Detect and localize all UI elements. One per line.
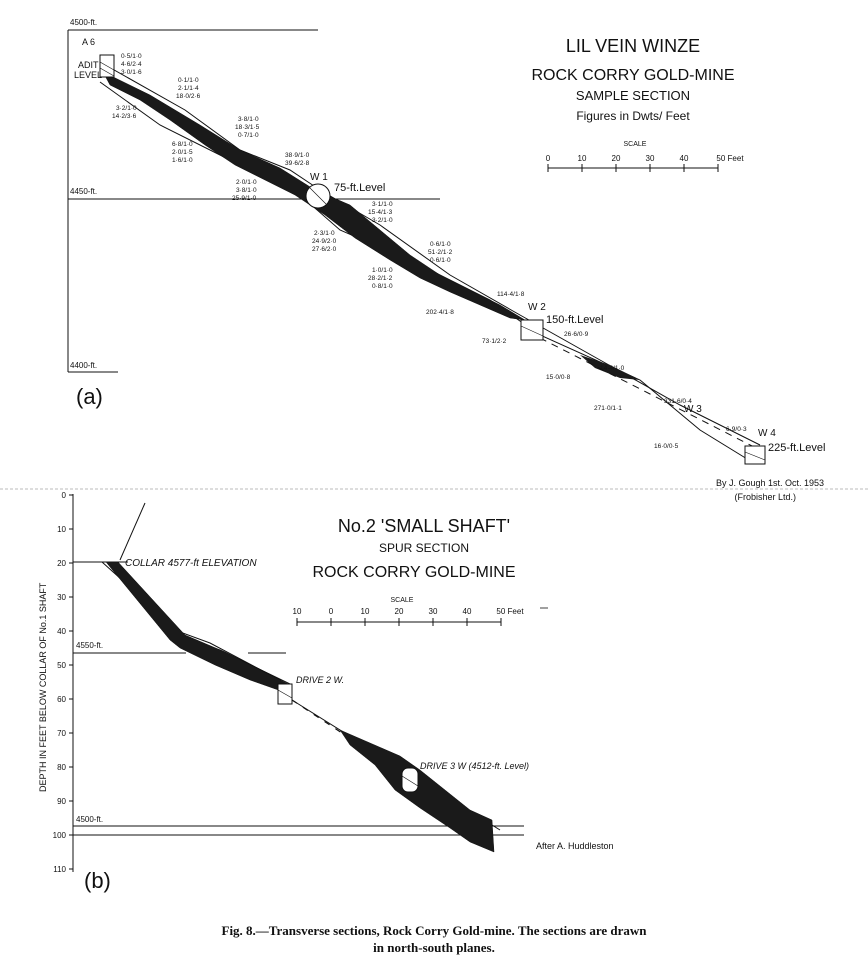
title-b-line-3: ROCK CORRY GOLD-MINE: [312, 564, 516, 581]
scale-a-tick-1: 10: [577, 154, 587, 163]
sample-0-0: 0·5/1·0: [121, 53, 142, 60]
sample-10-2: 0·8/1·0: [372, 283, 393, 290]
shaft-outline-lower: [116, 562, 290, 684]
sample-18-0: 271·0/1·1: [594, 405, 622, 412]
sample-3-0: 3·8/1·0: [238, 116, 259, 123]
sample-1-2: 18·0/2·6: [176, 93, 201, 100]
elevation-label-4500: 4500-ft.: [70, 18, 98, 27]
sample-13-0: 26·6/0·9: [564, 331, 589, 338]
scale-b-ticks: [293, 607, 525, 616]
caption-line-2: in north-south planes.: [373, 940, 495, 955]
ore-body-lower-b: [340, 730, 494, 852]
label-w1: W 1: [310, 172, 328, 183]
scale-b-tick-6: 50 Feet: [496, 607, 524, 616]
label-75ft-level: 75-ft.Level: [334, 182, 386, 194]
sample-7-0: 3·1/1·0: [372, 201, 393, 208]
scale-b-tick-4: 30: [428, 607, 438, 616]
sample-4-0: 6·8/1·0: [172, 141, 193, 148]
depth-tick-20: 20: [57, 559, 66, 568]
sample-7-1: 15·4/1·3: [368, 209, 393, 216]
sample-19-0: 6·9/0·3: [726, 426, 747, 433]
credit-a-line-2: (Frobisher Ltd.): [734, 492, 796, 502]
depth-tick-50: 50: [57, 661, 66, 670]
title-a-line-4: Figures in Dwts/ Feet: [576, 109, 690, 123]
label-w4: W 4: [758, 428, 776, 439]
station-w4: [745, 446, 765, 464]
depth-tick-90: 90: [57, 797, 66, 806]
sample-9-1: 51·2/1·2: [428, 249, 453, 256]
depth-axis-ticks: [53, 491, 67, 874]
sample-15-0: 14·4/1·0: [600, 365, 625, 372]
label-adit: ADIT: [78, 60, 99, 70]
sample-8-0: 2·3/1·0: [314, 230, 335, 237]
ore-body-upper-b: [106, 562, 290, 692]
title-a-line-1: LIL VEIN WINZE: [565, 36, 701, 56]
sample-9-2: 0·6/1·0: [430, 257, 451, 264]
sample-3-2: 0·7/1·0: [238, 132, 259, 139]
sample-1-1: 2·1/1·4: [178, 85, 199, 92]
depth-axis-tickmarks: [69, 495, 73, 869]
scale-b-tick-0: 10: [292, 607, 302, 616]
scale-b-tick-1: 0: [328, 607, 334, 616]
sample-6-2: 25·9/1·0: [232, 195, 257, 202]
label-level: LEVEL: [74, 70, 103, 80]
depth-tick-0: 0: [61, 491, 66, 500]
sample-3-1: 18·3/1·5: [235, 124, 260, 131]
depth-tick-100: 100: [52, 831, 66, 840]
elevation-label-4400: 4400-ft.: [70, 361, 98, 370]
title-b-line-1: No.2 'SMALL SHAFT': [337, 516, 511, 536]
scale-b-tick-2: 10: [360, 607, 370, 616]
label-150ft-level: 150-ft.Level: [546, 314, 604, 326]
depth-tick-60: 60: [57, 695, 66, 704]
scale-b-tick-5: 40: [462, 607, 472, 616]
drive-2w-label: DRIVE 2 W.: [296, 675, 345, 685]
sample-8-2: 27·6/2·0: [312, 246, 337, 253]
sample-11-0: 114·4/1·8: [497, 291, 525, 298]
scale-a-ticks: [546, 154, 745, 163]
title-b-line-2: SPUR SECTION: [378, 541, 470, 555]
depth-tick-30: 30: [57, 593, 66, 602]
sample-6-0: 2·0/1·0: [236, 179, 257, 186]
scale-b-tick-3: 20: [394, 607, 404, 616]
title-a-line-3: SAMPLE SECTION: [575, 88, 691, 103]
panel-a: [68, 18, 825, 502]
sample-16-0: 15·0/0·8: [546, 374, 571, 381]
label-w2: W 2: [528, 302, 546, 313]
sample-5-0: 38·9/1·0: [285, 152, 310, 159]
caption-line-1: Fig. 8.—Transverse sections, Rock Corry Gold-mine. The sections are drawn: [221, 923, 647, 938]
sample-10-1: 28·2/1·2: [368, 275, 393, 282]
elevation-label-4550: 4550-ft.: [76, 641, 104, 650]
sample-7-2: 3·2/1·0: [372, 217, 393, 224]
collar-pointer-line: [120, 503, 145, 560]
depth-tick-80: 80: [57, 763, 66, 772]
scale-a-tick-4: 40: [679, 154, 689, 163]
credit-a-line-1: By J. Gough 1st. Oct. 1953: [715, 478, 824, 488]
panel-b: [38, 491, 614, 893]
collar-label: COLLAR 4577-ft ELEVATION: [125, 558, 257, 569]
title-a-line-2: ROCK CORRY GOLD-MINE: [531, 67, 735, 84]
sample-0-1: 4·6/2·4: [121, 61, 142, 68]
sample-0-2: 3·0/1·6: [121, 69, 142, 76]
scale-a-tick-2: 20: [611, 154, 621, 163]
scale-a-tick-3: 30: [645, 154, 655, 163]
scale-a-tick-0: 0: [545, 154, 551, 163]
sample-20-0: 16·0/0·5: [654, 443, 679, 450]
sample-5-1: 39·6/2·8: [285, 160, 310, 167]
station-w2: [521, 320, 543, 340]
label-w3: W 3: [684, 404, 702, 415]
sample-8-1: 24·9/2·0: [312, 238, 337, 245]
sample-4-2: 1·6/1·0: [172, 157, 193, 164]
sample-1-0: 0·1/1·0: [178, 77, 199, 84]
sample-6-1: 3·8/1·0: [236, 187, 257, 194]
figure-caption: [0, 922, 868, 956]
sample-10-0: 1·0/1·0: [372, 267, 393, 274]
scale-b-label: SCALE: [390, 597, 414, 604]
sample-12-0: 202·4/1·8: [426, 309, 454, 316]
sample-2-1: 14·2/3·6: [112, 113, 137, 120]
credit-b: After A. Huddleston: [536, 841, 614, 851]
depth-tick-40: 40: [57, 627, 66, 636]
elevation-label-4450: 4450-ft.: [70, 187, 98, 196]
drive-3w-symbol: [402, 768, 418, 792]
depth-tick-70: 70: [57, 729, 66, 738]
label-225ft-level: 225-ft.Level: [768, 442, 826, 454]
sample-9-0: 0·6/1·0: [430, 241, 451, 248]
panel-b-label: (b): [84, 868, 111, 893]
panel-a-label: (a): [76, 384, 103, 409]
scale-a-label: SCALE: [623, 141, 647, 148]
sample-2-0: 3·2/1·0: [116, 105, 137, 112]
depth-axis-title: DEPTH IN FEET BELOW COLLAR OF No.1 SHAFT: [38, 582, 48, 792]
sample-14-0: 73·1/2·2: [482, 338, 507, 345]
scale-a-tick-5: 50 Feet: [716, 154, 744, 163]
elevation-label-4500-b: 4500-ft.: [76, 815, 104, 824]
depth-tick-10: 10: [57, 525, 66, 534]
sample-4-1: 2·0/1·5: [172, 149, 193, 156]
sample-17-0: 331·6/0·4: [664, 398, 692, 405]
drive-3w-label: DRIVE 3 W (4512-ft. Level): [420, 761, 530, 771]
vein-dashed-trace-a: [540, 338, 760, 450]
label-a6: A 6: [82, 37, 96, 47]
depth-tick-110: 110: [53, 865, 66, 874]
